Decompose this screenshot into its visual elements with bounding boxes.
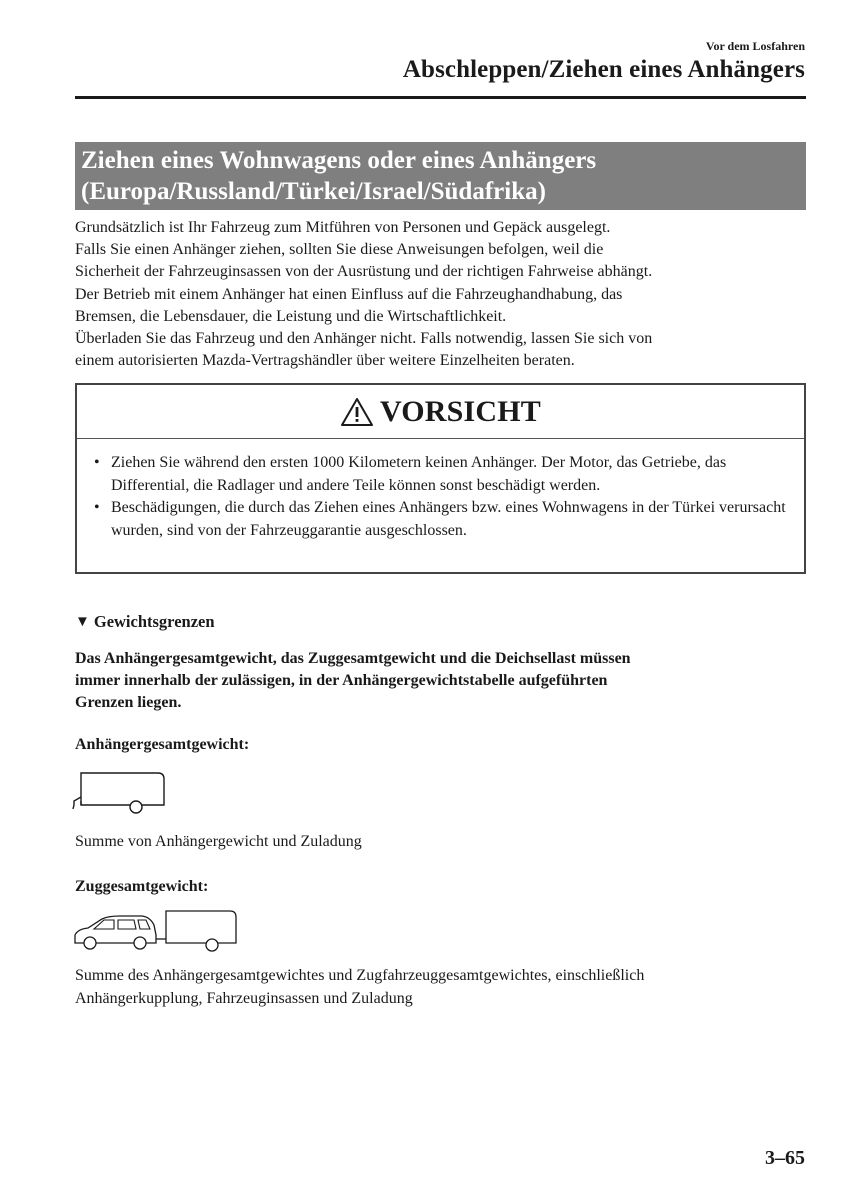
notice-line: Grenzen liegen. <box>75 694 182 712</box>
header-divider <box>75 96 806 99</box>
car-with-trailer-icon <box>72 905 240 957</box>
caution-item-text: Beschädigungen, die durch das Ziehen eines Anhängers bzw. eines Wohnwagens in der Türkei verursacht wurden, sind von der Fahrzeuggarantie ausgeschlossen. <box>111 499 786 539</box>
bullet: • <box>94 454 100 471</box>
warning-triangle-icon <box>340 396 374 428</box>
intro-line: Sicherheit der Fahrzeuginsassen von der Ausrüstung und der richtigen Fahrweise abhängt. <box>75 263 653 281</box>
caution-box <box>75 383 806 574</box>
page-title: Abschleppen/Ziehen eines Anhängers <box>402 56 805 83</box>
intro-line: Falls Sie einen Anhänger ziehen, sollten Sie diese Anweisungen befolgen, weil die <box>75 241 604 259</box>
caution-title: VORSICHT <box>379 394 542 428</box>
page-number: 3–65 <box>765 1147 805 1169</box>
section-title-banner <box>75 142 806 210</box>
trailer-icon <box>72 765 168 817</box>
trailer-weight-label: Anhängergesamtgewicht: <box>75 736 250 753</box>
description-line: Anhängerkupplung, Fahrzeuginsassen und Zuladung <box>75 989 413 1007</box>
intro-line: einem autorisierten Mazda-Vertragshändler über weitere Einzelheiten beraten. <box>75 352 575 370</box>
notice-line: immer innerhalb der zulässigen, in der Anhängergewichtstabelle aufgeführten <box>75 672 608 690</box>
weights-heading <box>75 612 215 632</box>
caution-item <box>89 497 792 542</box>
description-line: Summe des Anhängergesamtgewichtes und Zugfahrzeuggesamtgewichtes, einschließlich <box>75 967 645 984</box>
intro-paragraph <box>75 217 810 372</box>
caution-list <box>77 439 804 542</box>
intro-line: Bremsen, die Lebensdauer, die Leistung und die Wirtschaftlichkeit. <box>75 307 507 325</box>
triangle-down-icon: ▼ <box>75 613 90 630</box>
intro-line: Der Betrieb mit einem Anhänger hat einen Einfluss auf die Fahrzeughandhabung, das <box>75 285 623 303</box>
intro-line: Grundsätzlich ist Ihr Fahrzeug zum Mitführen von Personen und Gepäck ausgelegt. <box>75 219 611 236</box>
section-title-line: (Europa/Russland/Türkei/Israel/Südafrika) <box>81 178 546 205</box>
combination-weight-label: Zuggesamtgewicht: <box>75 878 209 895</box>
intro-line: Überladen Sie das Fahrzeug und den Anhänger nicht. Falls notwendig, lassen Sie sich von <box>75 330 653 348</box>
caution-header <box>77 385 804 439</box>
notice-line: Das Anhängergesamtgewicht, das Zuggesamtgewicht und die Deichsellast müssen <box>75 650 631 667</box>
weights-heading-text: Gewichtsgrenzen <box>93 612 215 631</box>
combination-weight-description <box>75 965 815 1010</box>
bullet: • <box>94 499 100 516</box>
caution-item-text: Ziehen Sie während den ersten 1000 Kilometern keinen Anhänger. Der Motor, das Getriebe, das Differential, die Radlager und andere Teile können sonst beschädigt werden. <box>111 454 727 494</box>
chapter-label: Vor dem Losfahren <box>705 39 805 53</box>
weights-notice <box>75 648 795 715</box>
section-title-line: Ziehen eines Wohnwagens oder eines Anhängers <box>81 147 597 174</box>
caution-item <box>89 452 792 497</box>
trailer-weight-description: Summe von Anhängergewicht und Zuladung <box>75 833 362 850</box>
